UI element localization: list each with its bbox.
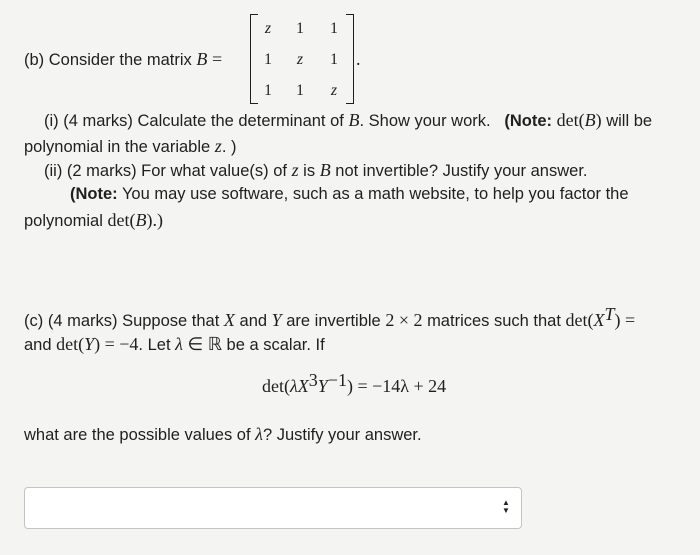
note-line1 — [70, 184, 629, 204]
var-B: B — [584, 110, 596, 130]
matrix-cell: 1 — [330, 20, 338, 37]
close-paren: . ) — [221, 138, 237, 156]
polynomial-text: polynomial in the variable — [24, 138, 211, 156]
matrices-text: matrices such that — [427, 312, 561, 330]
matrix-cell: 1 — [296, 20, 304, 37]
equation-rhs: ) = −14λ + 24 — [346, 376, 447, 396]
part-b-ii-line — [44, 160, 588, 181]
let-text: . Let — [138, 336, 171, 354]
det-open: det( — [262, 376, 290, 396]
part-b-i-text: (i) (4 marks) Calculate the determinant of — [44, 112, 344, 130]
polynomial-text: polynomial — [24, 212, 103, 230]
and-text: and — [239, 312, 268, 330]
part-c-question — [24, 424, 422, 445]
matrix-cell: z — [264, 20, 272, 37]
equals-sign: = — [212, 49, 223, 69]
justify-text: ? Justify your answer. — [262, 426, 422, 444]
var-B: B — [348, 110, 360, 130]
det-close: ) — [595, 110, 602, 130]
equation — [262, 370, 447, 397]
dims-text: 2 × 2 — [385, 310, 423, 330]
scalar-text: be a scalar. If — [226, 336, 325, 354]
var-B: B — [135, 210, 147, 230]
det-close: ).) — [146, 210, 163, 230]
note-label: (Note: — [70, 185, 118, 203]
matrix-name: B — [196, 49, 208, 69]
matrix-cell: z — [296, 51, 304, 68]
answer-select[interactable] — [24, 487, 522, 529]
and-text: and — [24, 336, 52, 354]
var-Y: Y — [84, 334, 95, 354]
matrix-period: . — [356, 49, 361, 69]
up-down-arrows-icon[interactable]: ▲ ▼ — [502, 498, 510, 515]
det-open: det( — [56, 334, 85, 354]
is-text: is — [303, 162, 316, 180]
var-z: z — [214, 136, 222, 156]
var-Y: Y — [271, 310, 282, 330]
right-bracket — [346, 14, 354, 104]
matrix-cell: 1 — [264, 51, 272, 68]
part-b-intro-text: (b) Consider the matrix — [24, 51, 192, 69]
in-reals: ∈ ℝ — [187, 334, 222, 354]
var-lambda: λ — [175, 334, 183, 354]
det-y-value: ) = −4 — [94, 334, 139, 354]
part-b-i-line1 — [44, 110, 652, 131]
part-b-ii-text: (ii) (2 marks) For what value(s) of — [44, 162, 287, 180]
will-be-text: will be — [601, 112, 653, 130]
det-open: det( — [565, 310, 594, 330]
var-Y: Y — [317, 376, 328, 396]
part-c-line1 — [24, 304, 636, 331]
question-text: what are the possible values of — [24, 426, 251, 444]
det-close: ) = — [614, 310, 636, 330]
matrix-cell: 1 — [330, 51, 338, 68]
note-label: (Note: — [504, 112, 553, 130]
matrix-B — [250, 14, 354, 106]
var-lambda: λ — [255, 424, 263, 444]
det-open: det( — [107, 210, 136, 230]
part-b-i-line2 — [24, 136, 236, 157]
det-open: det( — [556, 110, 585, 130]
part-c-intro: (c) (4 marks) Suppose that — [24, 312, 220, 330]
part-c-line2 — [24, 334, 325, 355]
matrix-cell: 1 — [264, 82, 272, 99]
matrix-cell: z — [330, 82, 338, 99]
matrix-cell: 1 — [296, 82, 304, 99]
note-line2 — [24, 210, 163, 231]
var-X: X — [593, 310, 605, 330]
part-b-intro — [24, 49, 222, 70]
transpose-sup: T — [604, 304, 615, 324]
var-X: X — [223, 310, 235, 330]
var-z: z — [291, 160, 299, 180]
not-invertible-text: not invertible? Justify your answer. — [335, 162, 588, 180]
cube-sup: 3 — [308, 370, 318, 390]
inverse-sup: −1 — [327, 370, 347, 390]
show-work-text: . Show your work. — [359, 112, 491, 130]
lambda-X: λX — [289, 376, 309, 396]
note-text: You may use software, such as a math website, to help you factor the — [117, 185, 629, 203]
invertible-text: are invertible — [286, 312, 381, 330]
var-B: B — [319, 160, 331, 180]
